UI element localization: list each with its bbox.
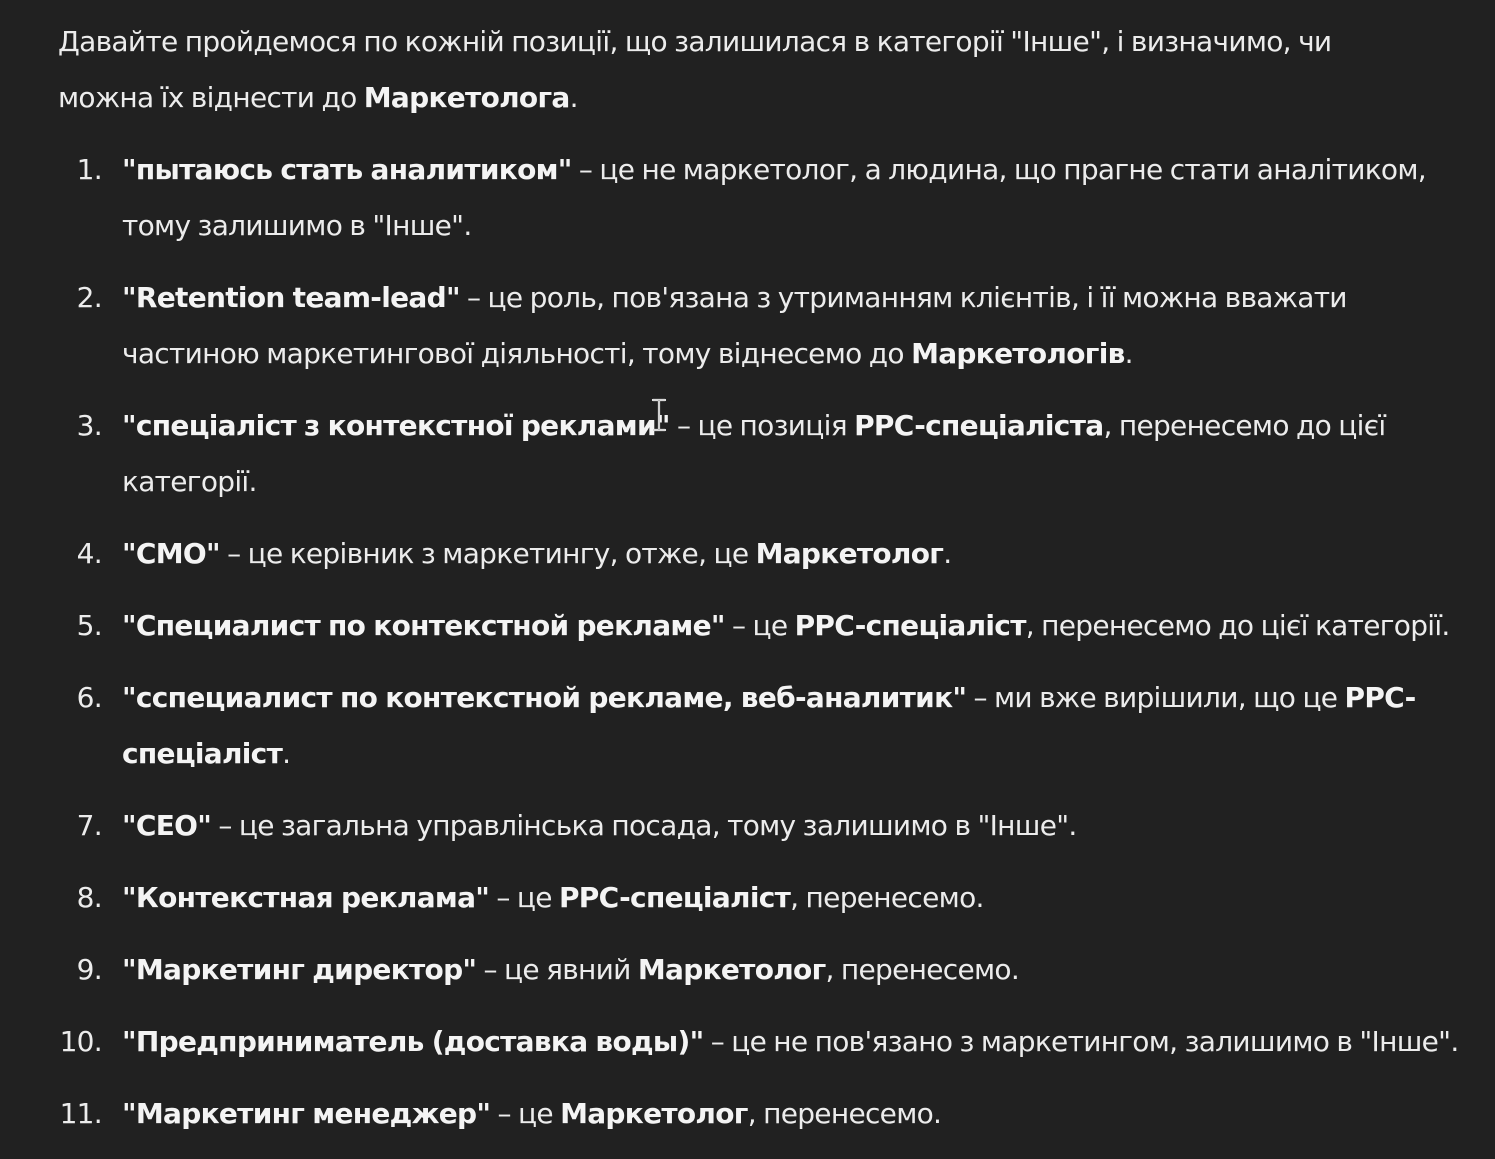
- item-text: частиною маркетингової діяльності, тому віднесемо до: [122, 337, 912, 370]
- intro-line-2: [58, 70, 1488, 126]
- list-number: 10.: [59, 1025, 102, 1058]
- intro-period: .: [569, 81, 578, 114]
- item-title: "сспециалист по контекстной рекламе, веб-аналитик": [122, 681, 967, 714]
- item-line-1: [122, 142, 1488, 198]
- list-number: 1.: [76, 153, 102, 186]
- text-cursor-icon: [646, 398, 672, 432]
- list-number: 2.: [76, 281, 102, 314]
- position-list: [58, 142, 1488, 1142]
- item-line-1: [122, 670, 1488, 726]
- item-title: "Маркетинг менеджер": [122, 1097, 491, 1130]
- item-text: – це: [489, 881, 559, 914]
- list-number: 9.: [76, 953, 102, 986]
- item-line-1: [122, 270, 1488, 326]
- item-text: – це керівник з маркетингу, отже, це: [219, 537, 756, 570]
- item-category: спеціаліст: [122, 737, 283, 770]
- item-category: Маркетолог: [560, 1097, 748, 1130]
- item-title: "Контекстная реклама": [122, 881, 490, 914]
- item-title: "Retention team-lead": [122, 281, 460, 314]
- item-period: .: [943, 537, 952, 570]
- item-period: .: [1124, 337, 1133, 370]
- list-item: [58, 870, 1488, 926]
- item-category: PPC-спеціаліст: [558, 881, 791, 914]
- item-text: , перенесемо.: [747, 1097, 942, 1130]
- list-number: 7.: [76, 809, 102, 842]
- item-line-1: [122, 870, 1488, 926]
- list-item: [58, 798, 1488, 854]
- item-line-1: [122, 526, 1488, 582]
- item-line-1: [122, 1086, 1488, 1142]
- item-text: – ми вже вирішили, що це: [966, 681, 1345, 714]
- intro-paragraph: [58, 14, 1488, 126]
- item-title: "Маркетинг директор": [122, 953, 477, 986]
- item-text: – це не маркетолог, а людина, що прагне стати аналітиком,: [571, 153, 1426, 186]
- item-category: Маркетологів: [911, 337, 1125, 370]
- item-title: "CEO": [122, 809, 212, 842]
- item-line-1: [122, 598, 1488, 654]
- item-text: , перенесемо.: [790, 881, 984, 914]
- list-item: [58, 142, 1488, 254]
- item-text: , перенесемо до цієї: [1103, 409, 1386, 442]
- intro-text: можна їх віднести до: [58, 81, 364, 114]
- item-text: – це позиція: [669, 409, 855, 442]
- assistant-message: [58, 14, 1488, 1158]
- intro-bold: Маркетолога: [363, 81, 570, 114]
- item-period: .: [282, 737, 291, 770]
- item-line-1: [122, 942, 1488, 998]
- item-title: "Предприниматель (доставка воды)": [122, 1025, 704, 1058]
- list-number: 8.: [76, 881, 102, 914]
- item-line-1: [122, 1014, 1488, 1070]
- item-category: PPC-спеціаліста: [854, 409, 1104, 442]
- item-line-2: [122, 726, 1488, 782]
- list-item: [58, 670, 1488, 782]
- list-item: [58, 598, 1488, 654]
- list-item: [58, 270, 1488, 382]
- item-category: Маркетолог: [637, 953, 826, 986]
- item-text: – це роль, пов'язана з утриманням клієнтів, і її можна вважати: [459, 281, 1347, 314]
- item-text: – це загальна управлінська посада, тому залишимо в "Інше".: [211, 809, 1077, 842]
- item-line-2: категорії.: [122, 465, 257, 498]
- list-number: 3.: [76, 409, 102, 442]
- item-text: – це: [490, 1097, 561, 1130]
- list-item: [58, 1014, 1488, 1070]
- list-item: [58, 398, 1488, 510]
- intro-line-1: Давайте пройдемося по кожній позиції, що залишилася в категорії "Інше", і визначимо, чи: [58, 25, 1332, 58]
- item-text: – це: [724, 609, 795, 642]
- item-text: – це не пов'язано з маркетингом, залишимо в "Інше".: [703, 1025, 1459, 1058]
- item-text: , перенесемо до цієї категорії.: [1025, 609, 1450, 642]
- item-line-1: [122, 398, 1488, 454]
- item-title: "CMO": [122, 537, 220, 570]
- list-item: [58, 526, 1488, 582]
- item-title: "Специалист по контекстной рекламе": [122, 609, 725, 642]
- item-line-1: [122, 798, 1488, 854]
- list-item: [58, 942, 1488, 998]
- list-number: 6.: [76, 681, 102, 714]
- item-title: "спеціаліст з контекстної реклами": [122, 409, 670, 442]
- list-number: 4.: [76, 537, 102, 570]
- item-text: – це явний: [476, 953, 638, 986]
- list-number: 5.: [76, 609, 102, 642]
- list-item: [58, 1086, 1488, 1142]
- item-line-2: [122, 326, 1488, 382]
- item-title: "пытаюсь стать аналитиком": [122, 153, 572, 186]
- item-category: Маркетолог: [755, 537, 944, 570]
- item-text: , перенесемо.: [825, 953, 1020, 986]
- item-line-2: тому залишимо в "Інше".: [122, 209, 472, 242]
- item-category: PPC-: [1344, 681, 1416, 714]
- item-category: PPC-спеціаліст: [794, 609, 1026, 642]
- list-number: 11.: [59, 1097, 102, 1130]
